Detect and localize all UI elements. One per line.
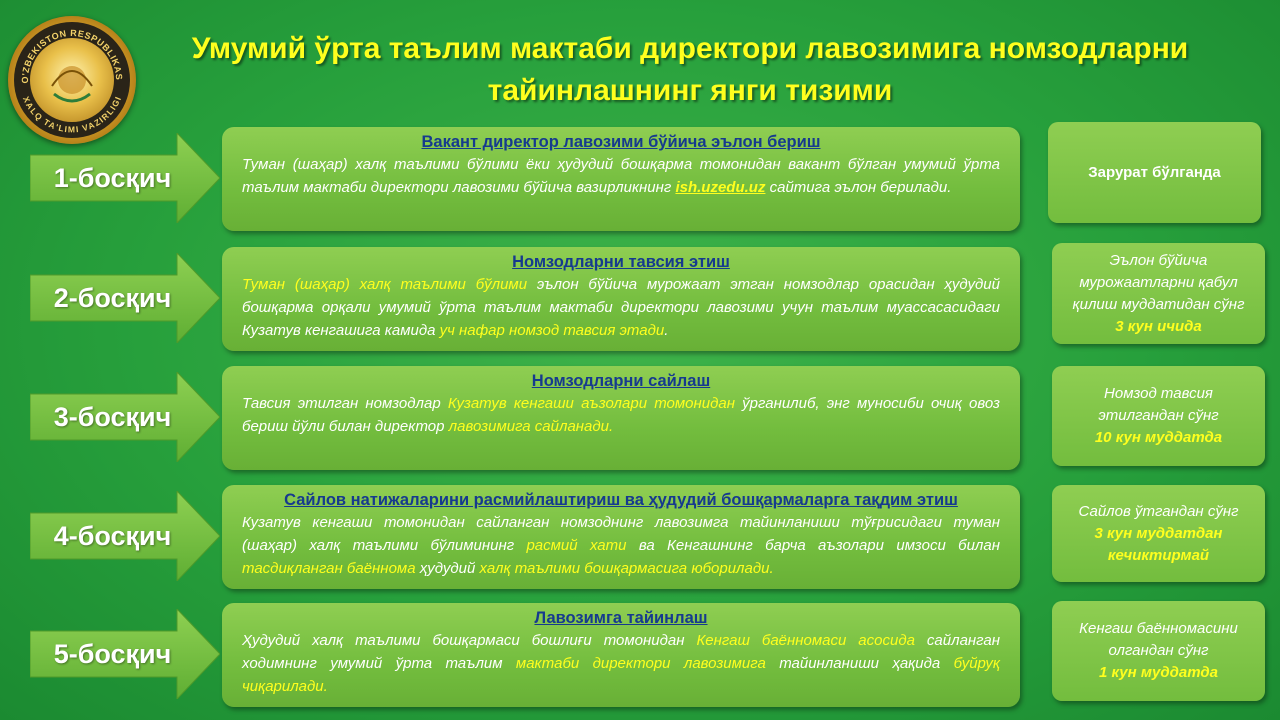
timing-deadline: 1 кун муддатда	[1099, 664, 1218, 681]
step-3-timing-box	[1052, 366, 1265, 466]
step-5-heading: Лавозимга тайинлаш	[534, 609, 708, 627]
timing-deadline: 10 кун муддатда	[1094, 429, 1223, 446]
timing-deadline: кечиктирмай	[1107, 546, 1210, 564]
title-line-2: тайинлашнинг янги тизими	[487, 74, 893, 107]
step-4-description-box	[222, 485, 1020, 589]
body-text: Тавсия этилган номзодлар	[242, 395, 448, 412]
step-1-heading: Вакант директор лавозими бўйича эълон бериш	[421, 133, 821, 151]
highlighted-text: лавозимига сайланади.	[448, 418, 614, 435]
body-text: .	[664, 322, 669, 339]
step-5-label: 5-босқич	[53, 639, 172, 669]
highlighted-text: расмий хати	[526, 537, 627, 554]
step-3-body	[242, 392, 1000, 438]
timing-text: Зарурат бўлганда	[1088, 163, 1221, 181]
step-2-description-box	[222, 247, 1020, 351]
step-2-body	[242, 273, 1000, 342]
body-text: ва Кенгашнинг барча аъзолари имзоси билан	[626, 537, 1000, 554]
step-4-timing-box	[1052, 485, 1265, 582]
step-1-description-box	[222, 127, 1020, 231]
step-5-description-box	[222, 603, 1020, 707]
highlighted-text: уч нафар номзод тавсия этади	[439, 322, 665, 339]
step-3-arrow	[30, 372, 220, 462]
timing-text: Кенгаш баённомасини	[1079, 620, 1238, 637]
step-2-label: 2-босқич	[53, 283, 172, 313]
body-text: Туман (шаҳар) халқ таълими бўлими ёки ҳудудий бошқарма томонидан вакант бўлган умумий ўрта таълим мактаби директори лавозими бўйича вазирликнинг	[242, 156, 1000, 196]
highlighted-text: тасдиқланган баённома	[242, 560, 416, 577]
timing-text: олгандан сўнг	[1108, 642, 1209, 659]
highlighted-text: Туман (шаҳар) халқ таълими бўлими	[242, 276, 528, 293]
timing-text: Эълон бўйича	[1109, 251, 1208, 269]
step-4-arrow	[30, 491, 220, 581]
emblem-top-text: O'ZBEKISTON RESPUBLIKAS	[19, 27, 125, 84]
step-1-arrow	[30, 133, 220, 223]
highlighted-text: Кузатув кенгаши аъзолари томонидан	[447, 395, 735, 412]
ministry-emblem-logo	[8, 16, 136, 144]
body-text: тайинланиши ҳақида	[765, 655, 954, 672]
body-text: ўрганилиб, энг муносиби очиқ овоз бериш йўли билан директор	[242, 395, 1001, 435]
timing-deadline: 3 кун муддатдан	[1094, 524, 1223, 542]
step-5-arrow	[30, 609, 220, 699]
step-4-body	[242, 511, 1000, 580]
timing-text: мурожаатларни қабул	[1079, 273, 1238, 291]
step-4-heading: Сайлов натижаларини расмийлаштириш ва ҳудудий бошқармаларга тақдим этиш	[284, 491, 958, 509]
step-1-label: 1-босқич	[53, 163, 172, 193]
step-1-timing-box	[1048, 122, 1261, 223]
timing-text: Номзод тавсия	[1104, 385, 1213, 402]
timing-text: этилгандан сўнг	[1098, 407, 1219, 424]
body-text: эълон бўйича мурожаат этган номзодлар орасидан ҳудудий бошқарма орқали умумий ўрта таълим мактаби директори лавозими учун таълим муассасасидаги Кузатув кенгашига камида	[242, 276, 1000, 339]
step-2-timing-box	[1052, 243, 1265, 344]
highlighted-text: Кенгаш баённомаси асосида	[696, 632, 915, 649]
emblem-lettering	[8, 16, 136, 144]
step-2-arrow	[30, 253, 220, 343]
step-2-heading: Номзодларни тавсия этиш	[512, 253, 730, 271]
body-text: сайтига эълон берилади.	[765, 179, 952, 196]
timing-text: Сайлов ўтгандан сўнг	[1078, 502, 1239, 520]
timing-text: қилиш муддатидан сўнг	[1072, 295, 1245, 313]
emblem-bottom-text: XALQ TA'LIMI VAZIRLIGI	[20, 94, 124, 135]
title-line-1: Умумий ўрта таълим мактаби директори лавозимига номзодларни	[191, 32, 1189, 65]
timing-deadline: 3 кун ичида	[1115, 317, 1202, 335]
step-5-timing-box	[1052, 601, 1265, 701]
body-text: Ҳудудий халқ таълими бошқармаси бошлиғи томонидан	[242, 632, 697, 649]
body-text: Кузатув кенгаши томонидан сайланган номзоднинг лавозимга тайинланиши тўғрисидаги туман (шаҳар) халқ таълими бўлимининг	[242, 514, 1000, 554]
step-3-description-box	[222, 366, 1020, 470]
page-title	[140, 28, 1240, 112]
step-4-label: 4-босқич	[53, 521, 172, 551]
body-text: сайланган ходимнинг умумий ўрта таълим	[242, 632, 1000, 672]
step-3-label: 3-босқич	[53, 402, 172, 432]
highlighted-text: халқ таълими бошқармасига юборилади.	[479, 560, 774, 577]
highlighted-text: мактаби директори лавозимига	[515, 655, 766, 672]
step-1-body	[242, 153, 1000, 199]
step-5-body	[242, 629, 1000, 698]
step-3-heading: Номзодларни сайлаш	[531, 372, 711, 390]
highlighted-text: буйруқ чиқарилади.	[242, 655, 1000, 695]
website-link[interactable]: ish.uzedu.uz	[675, 179, 766, 196]
body-text: ҳудудий	[415, 560, 480, 577]
